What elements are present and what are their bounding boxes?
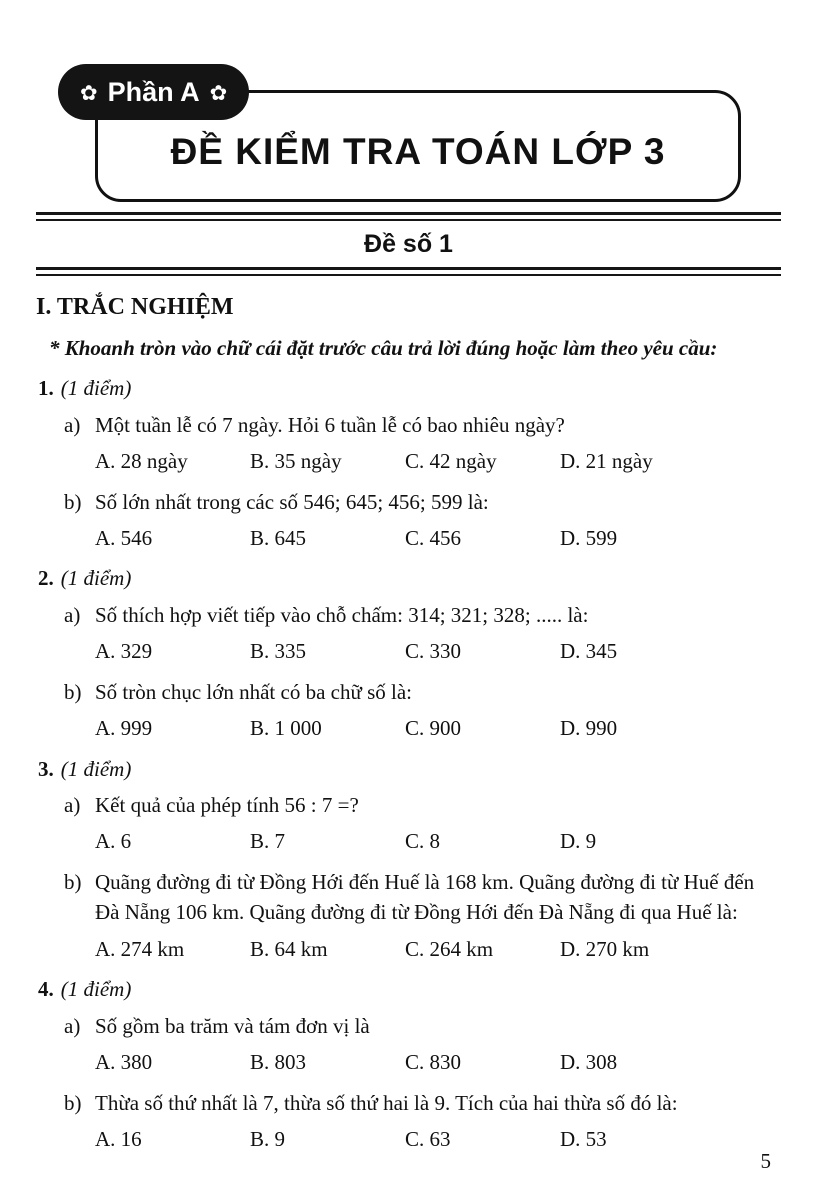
question-part-a xyxy=(64,1011,781,1041)
options-row xyxy=(95,826,781,856)
option-d: D. 308 xyxy=(560,1050,618,1075)
options-row xyxy=(95,1124,781,1154)
question-part-b xyxy=(64,677,781,707)
option-d: D. 270 km xyxy=(560,936,650,961)
question-points: (1 điểm) xyxy=(60,977,132,1002)
section-heading: I. TRẮC NGHIỆM xyxy=(36,294,234,320)
option-c: C. 42 ngày xyxy=(405,449,497,474)
part-label: a) xyxy=(64,412,81,437)
part-label: b) xyxy=(64,1090,82,1115)
option-a: A. 6 xyxy=(95,829,132,854)
part-text: Số lớn nhất trong các số 546; 645; 456; 599 là: xyxy=(95,489,489,514)
flower-icon: ✿ xyxy=(209,81,228,105)
page-number: 5 xyxy=(760,1149,771,1173)
part-label: b) xyxy=(64,489,82,514)
instruction-text: * Khoanh tròn vào chữ cái đặt trước câu trả lời đúng hoặc làm theo yêu cầu: xyxy=(49,335,718,360)
question-number-line xyxy=(38,974,781,1004)
test-content xyxy=(0,276,817,1154)
option-a: A. 999 xyxy=(95,716,153,741)
part-text: Số thích hợp viết tiếp vào chỗ chấm: 314; 321; 328; ..... là: xyxy=(95,602,589,627)
option-a: A. 329 xyxy=(95,639,153,664)
options-row xyxy=(95,523,781,553)
question-part-b xyxy=(64,1088,781,1118)
options-row xyxy=(95,446,781,476)
option-b: B. 64 km xyxy=(250,936,328,961)
divider-bottom xyxy=(36,267,781,276)
options-row xyxy=(95,1047,781,1077)
part-text: Một tuần lễ có 7 ngày. Hỏi 6 tuần lễ có bao nhiêu ngày? xyxy=(95,412,565,437)
question-part-a xyxy=(64,410,781,440)
option-b: B. 9 xyxy=(250,1126,286,1151)
divider-top xyxy=(36,212,781,221)
option-a: A. 16 xyxy=(95,1126,142,1151)
option-a: A. 380 xyxy=(95,1050,153,1075)
option-a: A. 546 xyxy=(95,525,153,550)
option-c: C. 63 xyxy=(405,1126,451,1151)
option-d: D. 53 xyxy=(560,1126,607,1151)
question-number: 2. xyxy=(38,566,54,591)
question-number: 3. xyxy=(38,756,54,781)
question-2 xyxy=(36,563,781,743)
option-b: B. 803 xyxy=(250,1050,307,1075)
option-c: C. 830 xyxy=(405,1050,462,1075)
question-part-a xyxy=(64,790,781,820)
option-d: D. 990 xyxy=(560,716,618,741)
part-text: Kết quả của phép tính 56 : 7 =? xyxy=(95,793,359,818)
question-part-a xyxy=(64,600,781,630)
option-b: B. 335 xyxy=(250,639,307,664)
question-1 xyxy=(36,373,781,553)
part-label: a) xyxy=(64,1013,81,1038)
question-part-b xyxy=(64,867,781,928)
option-a: A. 28 ngày xyxy=(95,449,188,474)
flower-icon: ✿ xyxy=(80,81,98,105)
question-points: (1 điểm) xyxy=(60,376,132,401)
part-text: Số tròn chục lớn nhất có ba chữ số là: xyxy=(95,679,412,704)
option-d: D. 345 xyxy=(560,639,618,664)
question-number-line xyxy=(38,563,781,593)
question-part-b xyxy=(64,487,781,517)
options-row xyxy=(95,934,781,964)
options-row xyxy=(95,713,781,743)
page-header xyxy=(0,0,817,212)
part-label: a) xyxy=(64,602,81,627)
option-c: C. 900 xyxy=(405,716,462,741)
question-number-line xyxy=(38,373,781,403)
option-c: C. 8 xyxy=(405,829,441,854)
part-label: b) xyxy=(64,679,82,704)
part-label: a) xyxy=(64,793,81,818)
test-number-heading: Đề số 1 xyxy=(364,230,453,258)
option-b: B. 1 000 xyxy=(250,716,322,741)
part-a-badge xyxy=(58,64,249,120)
part-text: Thừa số thứ nhất là 7, thừa số thứ hai là 9. Tích của hai thừa số đó là: xyxy=(95,1090,678,1115)
question-points: (1 điểm) xyxy=(60,566,132,591)
option-c: C. 330 xyxy=(405,639,462,664)
option-d: D. 21 ngày xyxy=(560,449,653,474)
part-badge-label: Phần A xyxy=(107,76,200,107)
part-label: b) xyxy=(64,869,82,894)
question-number-line xyxy=(38,754,781,784)
option-b: B. 7 xyxy=(250,829,286,854)
part-text: Quãng đường đi từ Đồng Hới đến Huế là 168 km. Quãng đường đi từ Huế đến Đà Nẵng 106 km. Quãng đường đi từ Đồng Hới đến Đà Nẵng đi qua Huế là: xyxy=(95,869,755,925)
question-3 xyxy=(36,754,781,965)
question-number: 4. xyxy=(38,977,54,1002)
option-b: B. 645 xyxy=(250,525,307,550)
option-a: A. 274 km xyxy=(95,936,185,961)
question-number: 1. xyxy=(38,376,54,401)
question-points: (1 điểm) xyxy=(60,756,132,781)
option-c: C. 264 km xyxy=(405,936,494,961)
question-4 xyxy=(36,974,781,1154)
option-b: B. 35 ngày xyxy=(250,449,342,474)
page-title: ĐỀ KIỂM TRA TOÁN LỚP 3 xyxy=(170,131,666,172)
option-c: C. 456 xyxy=(405,525,462,550)
option-d: D. 9 xyxy=(560,829,597,854)
option-d: D. 599 xyxy=(560,525,618,550)
part-text: Số gồm ba trăm và tám đơn vị là xyxy=(95,1013,370,1038)
options-row xyxy=(95,636,781,666)
